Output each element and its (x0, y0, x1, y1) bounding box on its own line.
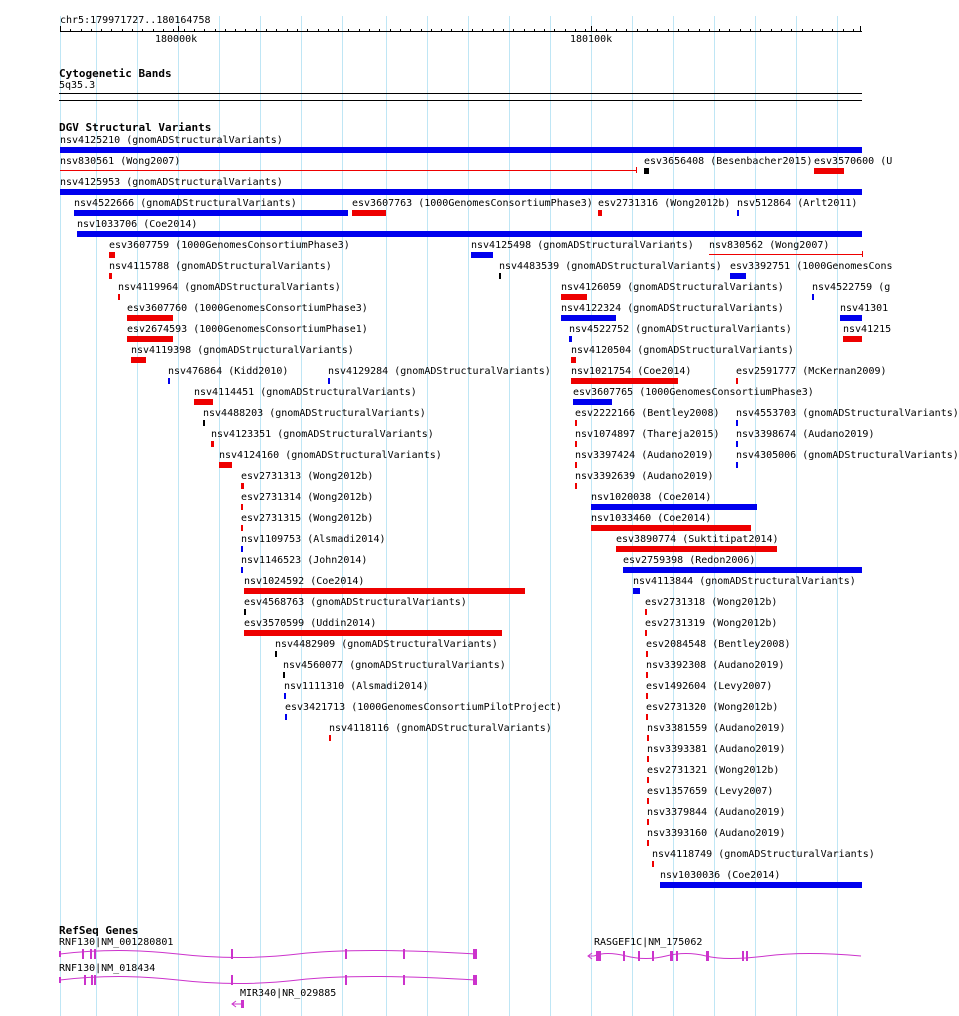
dgv-feature-label[interactable]: nsv1030036 (Coe2014) (660, 870, 781, 881)
dgv-feature-bar[interactable] (194, 399, 213, 405)
dgv-feature-bar[interactable] (645, 630, 647, 636)
dgv-feature-label[interactable]: nsv4119398 (gnomADStructuralVariants) (131, 345, 354, 356)
dgv-feature-label[interactable]: esv3570599 (Uddin2014) (244, 618, 377, 629)
gene-model-mir340[interactable] (230, 998, 250, 1010)
dgv-feature-label[interactable]: nsv1020038 (Coe2014) (591, 492, 712, 503)
ruler-minor-tick (760, 29, 761, 32)
ruler-minor-tick (513, 29, 514, 32)
dgv-feature-bar[interactable] (652, 861, 654, 867)
dgv-feature-bar[interactable] (499, 273, 501, 279)
dgv-feature-bar[interactable] (645, 609, 647, 615)
cytoband-bar-top[interactable] (59, 93, 862, 94)
ruler-minor-tick (616, 29, 617, 32)
ruler-minor-tick (554, 29, 555, 32)
ruler-minor-tick (771, 29, 772, 32)
ruler-minor-tick (60, 29, 61, 32)
ruler-minor-tick (451, 29, 452, 32)
dgv-feature-label[interactable]: esv2731319 (Wong2012b) (645, 618, 778, 629)
dgv-feature-bar[interactable] (241, 504, 243, 510)
ruler-minor-tick (688, 29, 689, 32)
dgv-feature-label[interactable]: nsv4114451 (gnomADStructuralVariants) (194, 387, 417, 398)
grid-line (219, 16, 220, 1016)
dgv-feature-label[interactable]: nsv4483539 (gnomADStructuralVariants) (499, 261, 722, 272)
dgv-feature-label[interactable]: nsv3393160 (Audano2019) (647, 828, 786, 839)
dgv-feature-label[interactable]: esv4568763 (gnomADStructuralVariants) (244, 597, 467, 608)
dgv-feature-bar[interactable] (736, 462, 738, 468)
ruler-minor-tick (307, 29, 308, 32)
dgv-feature-label[interactable]: nsv3393381 (Audano2019) (647, 744, 786, 755)
dgv-feature-bar[interactable] (591, 525, 751, 531)
dgv-feature-bar[interactable] (736, 441, 738, 447)
dgv-feature-label[interactable]: esv3570600 (U (814, 156, 893, 167)
ruler-minor-tick (637, 29, 638, 32)
dgv-feature-bar[interactable] (109, 252, 115, 258)
dgv-feature-label[interactable]: nsv4122324 (gnomADStructuralVariants) (561, 303, 784, 314)
ruler-minor-tick (678, 29, 679, 32)
ruler-minor-tick (338, 29, 339, 32)
dgv-feature-bar[interactable] (241, 525, 243, 531)
ruler-minor-tick (431, 29, 432, 32)
dgv-feature-label[interactable]: nsv4522666 (gnomADStructuralVariants) (74, 198, 297, 209)
dgv-feature-bar[interactable] (647, 840, 649, 846)
dgv-feature-label[interactable]: esv2674593 (1000GenomesConsortiumPhase1) (127, 324, 368, 335)
dgv-feature-bar[interactable] (241, 567, 243, 573)
dgv-feature-label[interactable]: nsv476864 (Kidd2010) (168, 366, 289, 377)
ruler-minor-tick (369, 29, 370, 32)
dgv-feature-bar[interactable] (352, 210, 386, 216)
dgv-feature-label[interactable]: esv2591777 (McKernan2009) (736, 366, 887, 377)
dgv-feature-label[interactable]: nsv4129284 (gnomADStructuralVariants) (328, 366, 551, 377)
ruler-minor-tick (462, 29, 463, 32)
dgv-feature-label[interactable]: nsv4125210 (gnomADStructuralVariants) (60, 135, 283, 146)
dgv-feature-label[interactable]: esv1492604 (Levy2007) (646, 681, 773, 692)
ruler-tick-label: 180000k (155, 34, 198, 45)
ruler-minor-tick (328, 29, 329, 32)
ruler-minor-tick (781, 29, 782, 32)
ruler-minor-tick (544, 29, 545, 32)
dgv-feature-bar[interactable] (569, 336, 572, 342)
ruler-minor-tick (524, 29, 525, 32)
dgv-feature-bar[interactable] (77, 231, 862, 237)
ruler-minor-tick (729, 29, 730, 32)
ruler-tick (860, 26, 861, 32)
dgv-feature-label[interactable]: nsv512864 (Arlt2011) (737, 198, 858, 209)
ruler-tick-label: 180100k (570, 34, 613, 45)
ruler-minor-tick (163, 29, 164, 32)
dgv-feature-label[interactable]: nsv3392308 (Audano2019) (646, 660, 785, 671)
ruler-location: chr5:179971727..180164758 (60, 15, 211, 26)
ruler-axis (60, 31, 862, 32)
dgv-feature-bar[interactable] (660, 882, 862, 888)
ruler-minor-tick (101, 29, 102, 32)
ruler-minor-tick (132, 29, 133, 32)
dgv-feature-label[interactable]: esv3607765 (1000GenomesConsortiumPhase3) (573, 387, 814, 398)
ruler-minor-tick (297, 29, 298, 32)
dgv-feature-label[interactable]: nsv4118749 (gnomADStructuralVariants) (652, 849, 875, 860)
dgv-feature-bar[interactable] (646, 714, 648, 720)
gene-model-rasgef1c[interactable] (586, 947, 862, 963)
dgv-feature-bar[interactable] (571, 378, 678, 384)
dgv-feature-label[interactable]: nsv4123351 (gnomADStructuralVariants) (211, 429, 434, 440)
dgv-feature-label[interactable]: nsv4125498 (gnomADStructuralVariants) (471, 240, 694, 251)
dgv-feature-bar[interactable] (814, 168, 844, 174)
ruler-minor-tick (668, 29, 669, 32)
ruler-minor-tick (287, 29, 288, 32)
dgv-feature-label[interactable]: esv2731318 (Wong2012b) (645, 597, 778, 608)
ruler-minor-tick (493, 29, 494, 32)
dgv-feature-bar[interactable] (709, 254, 862, 255)
dgv-feature-label[interactable]: nsv4119964 (gnomADStructuralVariants) (118, 282, 341, 293)
ruler-minor-tick (832, 29, 833, 32)
dgv-feature-bar[interactable] (127, 315, 173, 321)
dgv-feature-label[interactable]: nsv4560077 (gnomADStructuralVariants) (283, 660, 506, 671)
dgv-feature-bar[interactable] (285, 714, 287, 720)
ruler-minor-tick (111, 29, 112, 32)
gene-label[interactable]: RNF130|NM_001280801 (59, 937, 174, 948)
dgv-feature-label[interactable]: nsv830561 (Wong2007) (60, 156, 181, 167)
dgv-feature-bar[interactable] (730, 273, 746, 279)
dgv-feature-bar[interactable] (118, 294, 120, 300)
ruler-minor-tick (194, 29, 195, 32)
ruler-minor-tick (122, 29, 123, 32)
dgv-feature-bar[interactable] (575, 462, 577, 468)
cytoband-track-title[interactable]: Cytogenetic Bands (59, 67, 172, 80)
dgv-feature-label[interactable]: esv2759398 (Redon2006) (623, 555, 756, 566)
dgv-feature-label[interactable]: nsv3397424 (Audano2019) (575, 450, 714, 461)
dgv-feature-bar[interactable] (840, 315, 862, 321)
dgv-feature-bar[interactable] (60, 170, 636, 171)
dgv-feature-label[interactable]: nsv41215 (843, 324, 892, 335)
dgv-feature-bar[interactable] (561, 294, 587, 300)
ruler-minor-tick (441, 29, 442, 32)
grid-line (386, 16, 387, 1016)
ruler-minor-tick (245, 29, 246, 32)
ruler-minor-tick (235, 29, 236, 32)
gene-label[interactable]: RNF130|NM_018434 (59, 963, 156, 974)
dgv-track-title[interactable]: DGV Structural Variants (59, 121, 212, 134)
dgv-feature-label[interactable]: nsv41301 (840, 303, 889, 314)
dgv-feature-bar[interactable] (244, 630, 502, 636)
dgv-feature-label[interactable]: nsv1021754 (Coe2014) (571, 366, 692, 377)
dgv-feature-bar[interactable] (131, 357, 146, 363)
dgv-feature-label[interactable]: esv2731321 (Wong2012b) (647, 765, 780, 776)
ruler-minor-tick (390, 29, 391, 32)
ruler-minor-tick (70, 29, 71, 32)
dgv-feature-label[interactable]: esv3607763 (1000GenomesConsortiumPhase3) (352, 198, 593, 209)
dgv-feature-bar[interactable] (591, 504, 757, 510)
dgv-feature-label[interactable]: nsv4488203 (gnomADStructuralVariants) (203, 408, 426, 419)
ruler-minor-tick (256, 29, 257, 32)
dgv-feature-bar[interactable] (60, 189, 862, 195)
dgv-feature-bar[interactable] (168, 378, 170, 384)
dgv-feature-bar[interactable] (646, 693, 648, 699)
dgv-feature-bar[interactable] (623, 567, 862, 573)
ruler-minor-tick (719, 29, 720, 32)
ruler-minor-tick (791, 29, 792, 32)
ruler-tick (178, 26, 179, 32)
dgv-feature-label[interactable]: nsv830562 (Wong2007) (709, 240, 830, 251)
grid-line (509, 16, 510, 1016)
dgv-feature-bar[interactable] (244, 609, 246, 615)
dgv-feature-bar[interactable] (647, 735, 649, 741)
ruler-minor-tick (400, 29, 401, 32)
cytoband-bar-bottom[interactable] (59, 100, 862, 101)
dgv-feature-bar[interactable] (127, 336, 173, 342)
dgv-feature-bar[interactable] (647, 777, 649, 783)
dgv-feature-label[interactable]: nsv4120504 (gnomADStructuralVariants) (571, 345, 794, 356)
dgv-feature-bar[interactable] (571, 357, 576, 363)
dgv-feature-label[interactable]: nsv4113844 (gnomADStructuralVariants) (633, 576, 856, 587)
dgv-feature-label[interactable]: nsv4125953 (gnomADStructuralVariants) (60, 177, 283, 188)
ruler-minor-tick (647, 29, 648, 32)
ruler-minor-tick (606, 29, 607, 32)
ruler-minor-tick (812, 29, 813, 32)
dgv-feature-label[interactable]: nsv4124160 (gnomADStructuralVariants) (219, 450, 442, 461)
refseq-track-title[interactable]: RefSeq Genes (59, 924, 139, 937)
dgv-feature-bar[interactable] (283, 672, 285, 678)
dgv-feature-bar[interactable] (616, 546, 777, 552)
dgv-feature-label[interactable]: nsv4522752 (gnomADStructuralVariants) (569, 324, 792, 335)
dgv-feature-label[interactable]: esv3421713 (1000GenomesConsortiumPilotProject) (285, 702, 562, 713)
ruler-minor-tick (421, 29, 422, 32)
dgv-feature-label[interactable]: esv3392751 (1000GenomesCons (730, 261, 893, 272)
dgv-feature-label[interactable]: esv2731313 (Wong2012b) (241, 471, 374, 482)
dgv-feature-label[interactable]: nsv1109753 (Alsmadi2014) (241, 534, 386, 545)
ruler-minor-tick (318, 29, 319, 32)
dgv-feature-label[interactable]: nsv1146523 (John2014) (241, 555, 368, 566)
dgv-feature-bar[interactable] (646, 651, 648, 657)
ruler-minor-tick (173, 29, 174, 32)
ruler-minor-tick (596, 29, 597, 32)
ruler-minor-tick (81, 29, 82, 32)
ruler-minor-tick (215, 29, 216, 32)
dgv-feature-label[interactable]: esv3607759 (1000GenomesConsortiumPhase3) (109, 240, 350, 251)
dgv-feature-bar[interactable] (74, 210, 348, 216)
dgv-feature-label[interactable]: nsv3379844 (Audano2019) (647, 807, 786, 818)
gene-model-rnf130-nm001280801[interactable] (58, 945, 480, 961)
dgv-feature-bar[interactable] (275, 651, 277, 657)
dgv-feature-bar[interactable] (575, 483, 577, 489)
gene-model-rnf130-nm018434[interactable] (58, 971, 480, 987)
ruler-minor-tick (482, 29, 483, 32)
grid-line (468, 16, 469, 1016)
ruler-minor-tick (750, 29, 751, 32)
dgv-feature-label[interactable]: esv2731315 (Wong2012b) (241, 513, 374, 524)
ruler-minor-tick (657, 29, 658, 32)
dgv-feature-bar[interactable] (812, 294, 814, 300)
dgv-feature-bar[interactable] (575, 441, 577, 447)
ruler-minor-tick (184, 29, 185, 32)
dgv-feature-bar[interactable] (647, 819, 649, 825)
ruler-minor-tick (565, 29, 566, 32)
dgv-feature-bar[interactable] (329, 735, 331, 741)
dgv-feature-bar[interactable] (737, 210, 739, 216)
dgv-feature-label[interactable]: esv3607760 (1000GenomesConsortiumPhase3) (127, 303, 368, 314)
grid-line (550, 16, 551, 1016)
dgv-feature-bar[interactable] (575, 420, 577, 426)
ruler-minor-tick (709, 29, 710, 32)
dgv-feature-bar[interactable] (219, 462, 232, 468)
dgv-feature-bar[interactable] (843, 336, 862, 342)
ruler-minor-tick (266, 29, 267, 32)
gene-label[interactable]: RASGEF1C|NM_175062 (594, 937, 703, 948)
ruler-minor-tick (225, 29, 226, 32)
dgv-feature-bar[interactable] (241, 546, 243, 552)
dgv-feature-label[interactable]: nsv3392639 (Audano2019) (575, 471, 714, 482)
dgv-feature-label[interactable]: nsv4553703 (gnomADStructuralVariants) (736, 408, 959, 419)
ruler-minor-tick (699, 29, 700, 32)
ruler-minor-tick (503, 29, 504, 32)
ruler-minor-tick (822, 29, 823, 32)
ruler-minor-tick (359, 29, 360, 32)
cytoband-label: 5q35.3 (59, 80, 96, 91)
dgv-feature-label[interactable]: nsv1074897 (Thareja2015) (575, 429, 720, 440)
ruler-minor-tick (410, 29, 411, 32)
gene-label[interactable]: MIR340|NR_029885 (240, 988, 337, 999)
dgv-feature-label[interactable]: esv2731320 (Wong2012b) (646, 702, 779, 713)
dgv-feature-label[interactable]: esv1357659 (Levy2007) (647, 786, 774, 797)
dgv-feature-label[interactable]: esv2084548 (Bentley2008) (646, 639, 791, 650)
ruler-minor-tick (153, 29, 154, 32)
dgv-feature-bar[interactable] (60, 147, 862, 153)
ruler-tick (591, 26, 592, 32)
ruler-minor-tick (740, 29, 741, 32)
dgv-feature-label[interactable]: nsv4522759 (g (812, 282, 891, 293)
dgv-feature-label[interactable]: nsv1024592 (Coe2014) (244, 576, 365, 587)
ruler-minor-tick (534, 29, 535, 32)
dgv-feature-bar[interactable] (328, 378, 330, 384)
ruler-minor-tick (472, 29, 473, 32)
ruler-minor-tick (843, 29, 844, 32)
dgv-feature-bar[interactable] (736, 420, 738, 426)
dgv-feature-bar[interactable] (633, 588, 640, 594)
grid-line (427, 16, 428, 1016)
dgv-feature-label[interactable]: esv3890774 (Suktitipat2014) (616, 534, 779, 545)
dgv-feature-bar[interactable] (211, 441, 214, 447)
ruler-minor-tick (585, 29, 586, 32)
dgv-feature-bar[interactable] (203, 420, 205, 426)
dgv-feature-label[interactable]: esv3656408 (Besenbacher2015) (644, 156, 813, 167)
dgv-feature-bar[interactable] (736, 378, 738, 384)
dgv-feature-label[interactable]: nsv3381559 (Audano2019) (647, 723, 786, 734)
dgv-feature-bar[interactable] (471, 252, 493, 258)
dgv-feature-bar[interactable] (573, 399, 612, 405)
ruler-minor-tick (379, 29, 380, 32)
dgv-feature-bar[interactable] (647, 756, 649, 762)
dgv-feature-bar[interactable] (644, 168, 649, 174)
ruler-minor-tick (142, 29, 143, 32)
dgv-feature-bar[interactable] (284, 693, 286, 699)
ruler-minor-tick (626, 29, 627, 32)
dgv-feature-bar[interactable] (244, 588, 525, 594)
ruler-minor-tick (91, 29, 92, 32)
ruler-minor-tick (348, 29, 349, 32)
dgv-feature-label[interactable]: nsv4482909 (gnomADStructuralVariants) (275, 639, 498, 650)
dgv-feature-label[interactable]: nsv4126059 (gnomADStructuralVariants) (561, 282, 784, 293)
dgv-feature-label[interactable]: nsv3398674 (Audano2019) (736, 429, 875, 440)
dgv-feature-cap (636, 167, 637, 173)
dgv-feature-bar[interactable] (646, 672, 648, 678)
dgv-feature-label[interactable]: nsv1033460 (Coe2014) (591, 513, 712, 524)
dgv-feature-label[interactable]: nsv1033706 (Coe2014) (77, 219, 198, 230)
dgv-feature-label[interactable]: esv2222166 (Bentley2008) (575, 408, 720, 419)
dgv-feature-bar[interactable] (241, 483, 244, 489)
dgv-feature-bar[interactable] (109, 273, 112, 279)
dgv-feature-label[interactable]: nsv4115788 (gnomADStructuralVariants) (109, 261, 332, 272)
dgv-feature-label[interactable]: nsv4118116 (gnomADStructuralVariants) (329, 723, 552, 734)
dgv-feature-label[interactable]: esv2731314 (Wong2012b) (241, 492, 374, 503)
dgv-feature-label[interactable]: esv2731316 (Wong2012b) (598, 198, 731, 209)
ruler-minor-tick (276, 29, 277, 32)
dgv-feature-label[interactable]: nsv4305006 (gnomADStructuralVariants) (736, 450, 959, 461)
ruler-minor-tick (853, 29, 854, 32)
ruler-minor-tick (204, 29, 205, 32)
dgv-feature-cap (862, 251, 863, 257)
dgv-feature-bar[interactable] (561, 315, 616, 321)
dgv-feature-bar[interactable] (598, 210, 602, 216)
dgv-feature-bar[interactable] (647, 798, 649, 804)
dgv-feature-label[interactable]: nsv1111310 (Alsmadi2014) (284, 681, 429, 692)
ruler-minor-tick (575, 29, 576, 32)
ruler-minor-tick (802, 29, 803, 32)
